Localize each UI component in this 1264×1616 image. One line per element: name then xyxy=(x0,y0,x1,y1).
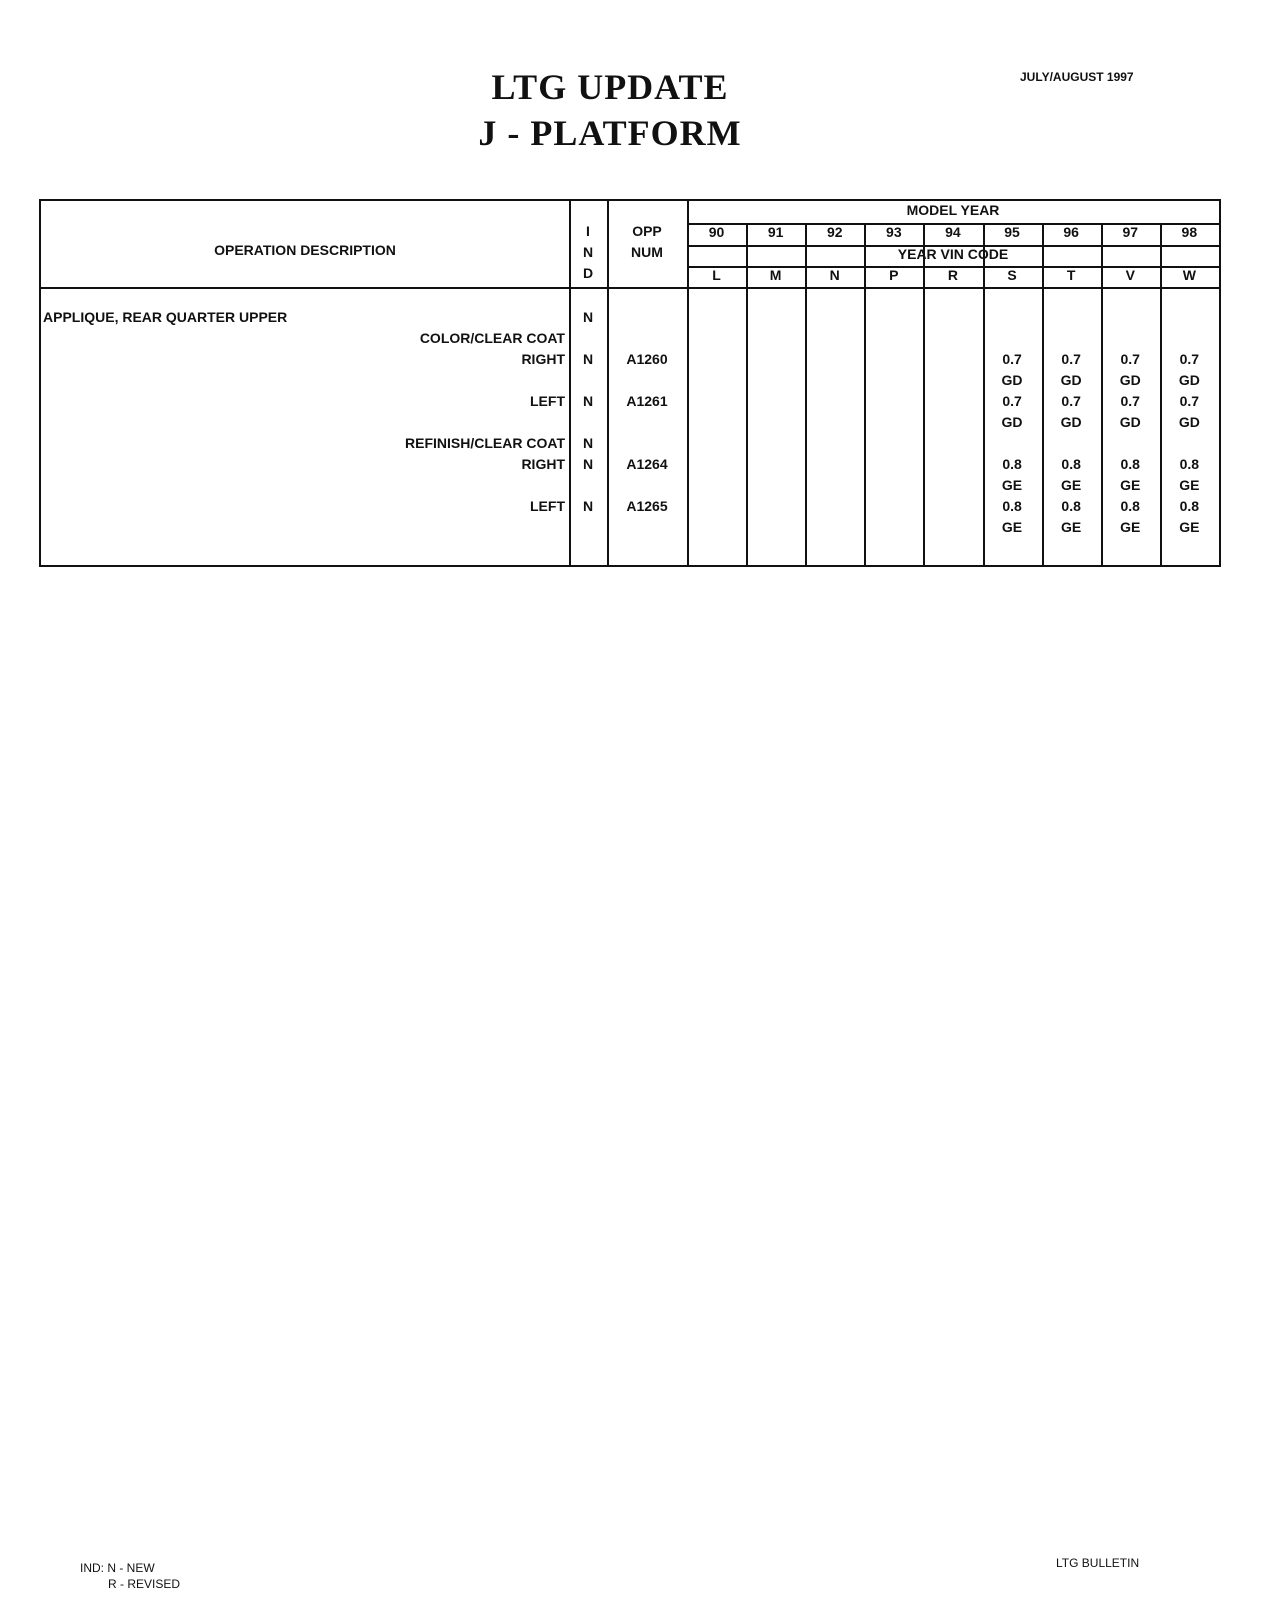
labor-code: GE xyxy=(1120,477,1141,493)
operation-description: COLOR/CLEAR COAT xyxy=(419,330,565,346)
operation-description: LEFT xyxy=(530,498,565,514)
vin-code-M: M xyxy=(769,267,782,283)
labor-time-value: 0.8 xyxy=(1120,498,1140,514)
model-year-90: 90 xyxy=(708,224,725,240)
labor-code: GE xyxy=(1179,519,1200,535)
model-year-97: 97 xyxy=(1122,224,1139,240)
operation-description: REFINISH/CLEAR COAT xyxy=(405,435,565,451)
labor-code: GD xyxy=(1119,372,1141,388)
ind-header-letter: I xyxy=(586,223,590,239)
labor-time-value: 0.7 xyxy=(1061,393,1081,409)
opp-number: A1261 xyxy=(626,393,668,409)
vin-code-P: P xyxy=(889,267,899,283)
vin-code-N: N xyxy=(829,267,840,283)
model-year-91: 91 xyxy=(767,224,784,240)
footer-ind-revised: R - REVISED xyxy=(108,1577,181,1591)
page-subtitle: J - PLATFORM xyxy=(478,113,742,153)
ind-value: N xyxy=(582,456,594,472)
labor-code: GE xyxy=(1061,477,1082,493)
labor-time-value: 0.7 xyxy=(1179,393,1200,409)
labor-time-table xyxy=(39,199,1221,567)
opp-number: A1260 xyxy=(626,351,668,367)
vin-code-W: W xyxy=(1182,267,1196,283)
ind-value: N xyxy=(582,351,594,367)
labor-time-value: 0.8 xyxy=(1061,456,1081,472)
model-year-92: 92 xyxy=(826,224,843,240)
labor-time-value: 0.8 xyxy=(1120,456,1140,472)
footer-bulletin: LTG BULLETIN xyxy=(1056,1556,1140,1570)
model-year-94: 94 xyxy=(945,224,961,240)
labor-code: GE xyxy=(1001,519,1023,535)
operation-group-title: APPLIQUE, REAR QUARTER UPPER xyxy=(43,309,288,325)
labor-code: GD xyxy=(1060,414,1082,430)
labor-time-value: 0.7 xyxy=(1061,351,1081,367)
labor-time-value: 0.7 xyxy=(1120,351,1140,367)
footer-ind-legend: IND: N - NEW xyxy=(80,1561,155,1575)
labor-time-value: 0.8 xyxy=(1002,456,1022,472)
vin-code-L: L xyxy=(712,267,721,283)
labor-time-value: 0.7 xyxy=(1002,351,1022,367)
page-title: LTG UPDATE xyxy=(491,67,729,107)
ind-header-letter: D xyxy=(582,265,594,281)
opp-num-header: OPP xyxy=(632,223,662,239)
ind-value: N xyxy=(582,393,594,409)
labor-code: GD xyxy=(1060,372,1082,388)
ind-header-letter: N xyxy=(582,244,594,260)
vin-code-label: YEAR VIN CODE xyxy=(897,246,1009,262)
model-year-93: 93 xyxy=(886,224,902,240)
labor-code: GE xyxy=(1179,477,1200,493)
labor-time-value: 0.8 xyxy=(1179,498,1200,514)
operation-description: LEFT xyxy=(530,393,565,409)
model-year-96: 96 xyxy=(1063,224,1079,240)
opp-number: A1265 xyxy=(626,498,668,514)
vin-code-S: S xyxy=(1007,267,1017,283)
ind-value: N xyxy=(582,309,594,325)
model-year-label: MODEL YEAR xyxy=(906,202,1000,218)
labor-time-value: 0.8 xyxy=(1179,456,1200,472)
labor-time-value: 0.8 xyxy=(1002,498,1022,514)
operation-description-header: OPERATION DESCRIPTION xyxy=(214,242,396,258)
labor-code: GD xyxy=(1178,372,1200,388)
labor-time-value: 0.7 xyxy=(1120,393,1140,409)
labor-code: GE xyxy=(1120,519,1141,535)
vin-code-V: V xyxy=(1125,267,1135,283)
vin-code-T: T xyxy=(1066,267,1076,283)
labor-time-value: 0.8 xyxy=(1061,498,1081,514)
opp-num-header: NUM xyxy=(631,244,663,260)
model-year-95: 95 xyxy=(1004,224,1020,240)
labor-code: GE xyxy=(1001,477,1023,493)
vin-code-R: R xyxy=(947,267,958,283)
labor-code: GD xyxy=(1001,372,1023,388)
labor-code: GD xyxy=(1001,414,1023,430)
header-bottom-rule xyxy=(41,287,1219,289)
ind-value: N xyxy=(582,435,594,451)
labor-time-value: 0.7 xyxy=(1002,393,1022,409)
labor-code: GD xyxy=(1119,414,1141,430)
operation-description: RIGHT xyxy=(521,351,565,367)
operation-description: RIGHT xyxy=(521,456,565,472)
labor-time-value: 0.7 xyxy=(1179,351,1200,367)
labor-code: GE xyxy=(1061,519,1082,535)
ind-value: N xyxy=(582,498,594,514)
issue-date: JULY/AUGUST 1997 xyxy=(1020,70,1134,84)
opp-number: A1264 xyxy=(626,456,668,472)
labor-code: GD xyxy=(1178,414,1200,430)
model-year-98: 98 xyxy=(1181,224,1198,240)
